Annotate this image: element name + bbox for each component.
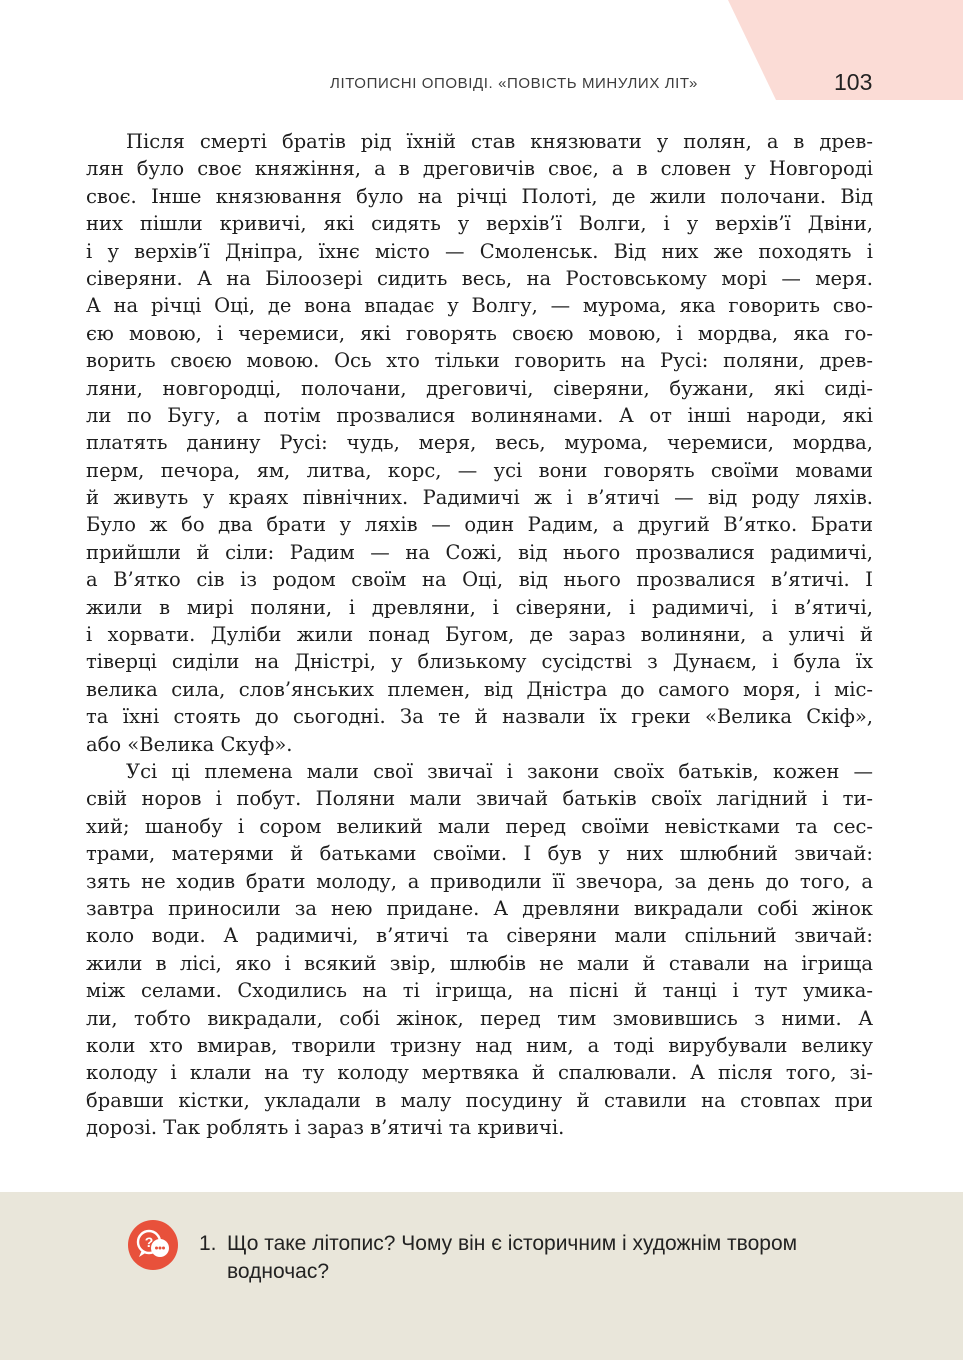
text-line: колоду і клали на ту колоду мертвяка й спалювали. А після того, зі- (86, 1061, 873, 1085)
text-line: ли, тобто викрадали, собі жінок, перед тим змовившись з ними. А (86, 1006, 873, 1030)
text-line: між селами. Сходились на ті ігрища, на пісні й танці і тут умика- (86, 979, 873, 1003)
text-line: платять данину Русі: чудь, меря, весь, мурома, черемиси, мордва, (86, 431, 873, 455)
text-line: них пішли кривичі, які сидять у верхів’ї Волги, і у верхів’ї Двіни, (86, 212, 873, 236)
text-line: А на річці Оці, де вона впадає у Волгу, — мурома, яка говорить сво- (86, 294, 873, 318)
text-line: сіверяни. А на Білоозері сидить весь, на Ростовському морі — меря. (86, 266, 873, 290)
text-line: зять не ходив брати молоду, а приводили її звечора, за день до того, а (86, 869, 873, 893)
text-line: жили в мирі поляни, і древляни, і сіверяни, і радимичі, і в’ятичі, (86, 595, 873, 619)
question-item (199, 1230, 889, 1286)
text-line: бравши кістки, укладали в малу посудину й ставили на стовпах при (86, 1088, 873, 1112)
question-number: 1. (199, 1232, 217, 1255)
text-line: тіверці сиділи на Дністрі, у близькому сусідстві з Дунаєм, і була їх (86, 650, 873, 674)
text-line: завтра приносили за нею придане. А древляни викрадали собі жінок (86, 896, 873, 920)
text-line: ляни, новгородці, полочани, дреговичі, сіверяни, бужани, які сиді- (86, 376, 873, 400)
main-text (86, 128, 873, 1141)
text-line: Було ж бо два брати у ляхів — один Радим, а другий В’ятко. Брати (86, 513, 873, 537)
running-title: ЛІТОПИСНІ ОПОВІДІ. «ПОВІСТЬ МИНУЛИХ ЛІТ» (330, 75, 698, 92)
text-line: або «Велика Скуф». (86, 732, 293, 756)
question-text: Що таке літопис? Чому він є історичним і художнім твором (227, 1232, 798, 1255)
paragraph (86, 128, 873, 758)
text-line: свій норов і побут. Поляни мали звичай батьків своїх лагідний і ти- (86, 787, 873, 811)
text-line: своє. Інше князювання було на річці Полоті, де жили полочани. Від (86, 184, 873, 208)
text-line: коли хто вмирав, творили тризну над ним, а тоді вирубували велику (86, 1033, 873, 1057)
text-line: єю мовою, і черемиси, які говорять своєю мовою, і мордва, яка го- (86, 321, 873, 345)
text-line: а В’ятко сів із родом своїм на Оці, від нього прозвалися в’ятичі. І (86, 568, 873, 592)
text-line: Після смерті братів рід їхній став князювати у полян, а в древ- (126, 130, 873, 153)
text-line: Усі ці племена мали свої звичаї і закони своїх батьків, кожен — (126, 759, 873, 783)
text-line: й живуть у краях північних. Радимичі ж і в’ятичі — від роду ляхів. (86, 486, 873, 510)
question-text-continued: водночас? (227, 1260, 330, 1283)
text-line: та їхні стоять до сьогодні. За те й назвали їх греки «Велика Скіф», (86, 705, 873, 729)
text-line: перм, печора, ям, литва, корс, — усі вони говорять своїми мовами (86, 458, 873, 482)
text-line: лян було своє княжіння, а в дреговичів своє, а в словен у Новгороді (86, 157, 873, 181)
text-line: і хорвати. Дуліби жили понад Бугом, де зараз волиняни, а уличі й (86, 623, 873, 647)
text-line: дорозі. Так роблять і зараз в’ятичі та кривичі. (86, 1116, 565, 1140)
text-line: жили в лісі, яко і всякий звір, шлюбів не мали й ставали на ігрища (86, 951, 873, 975)
text-line: і у верхів’ї Дніпра, їхнє місто — Смоленськ. Від них же походять і (86, 239, 873, 263)
text-line: коло води. А радимичі, в’ятичі та сіверяни мали спільний звичай: (86, 924, 873, 948)
text-line: трами, матерями й батьками своїми. І був у них шлюбний звичай: (86, 842, 873, 866)
svg-text:?: ? (144, 1234, 154, 1250)
text-line: прийшли й сіли: Радим — на Сожі, від нього прозвалися радимичі, (86, 540, 873, 564)
page-number: 103 (834, 69, 873, 95)
text-line: ли по Бугу, а потім прозвалися волинянами. А от інші народи, які (86, 403, 873, 427)
text-line: хий; шанобу і сором великий мали перед своїми невістками та сес- (86, 814, 873, 838)
paragraph (86, 758, 873, 1141)
text-line: велика сила, слов’янських племен, від Дністра до самого моря, і міс- (86, 677, 873, 701)
text-line: ворить своєю мовою. Ось хто тільки говорить на Русі: поляни, древ- (86, 349, 873, 373)
discussion-icon (128, 1220, 178, 1270)
